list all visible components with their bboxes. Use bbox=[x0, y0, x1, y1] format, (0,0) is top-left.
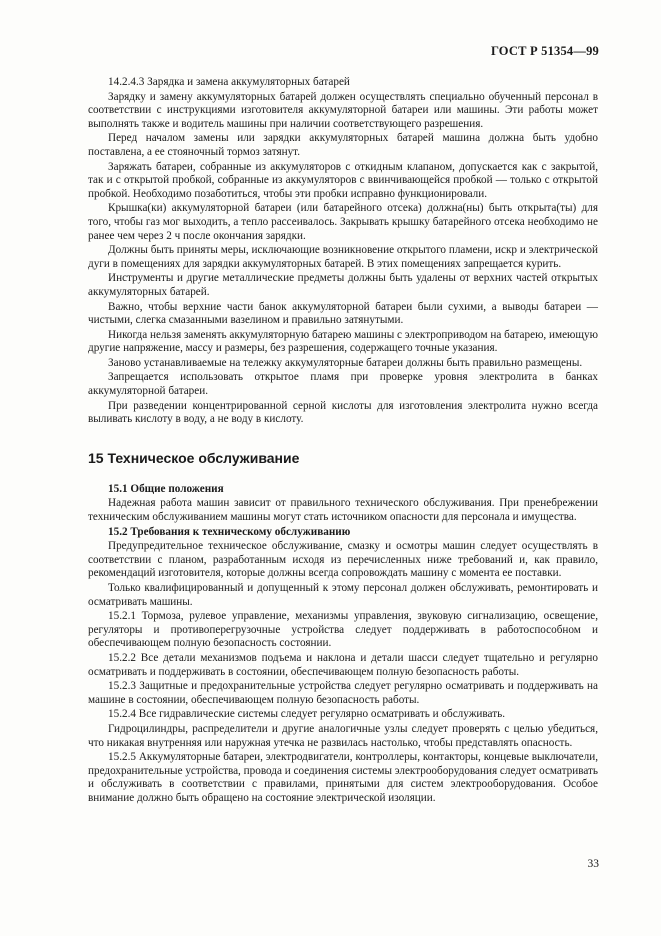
page-number: 33 bbox=[587, 858, 599, 870]
paragraph: Инструменты и другие металлические предметы должны быть удалены от верхних частей открытых аккумуляторных батарей. bbox=[88, 272, 598, 298]
paragraph: При разведении концентрированной серной кислоты для изготовления электролита нужно всегда выливать кислоту в воду, а не воду в кислоту. bbox=[88, 399, 598, 426]
subsection-heading-15-2 bbox=[88, 526, 598, 540]
clause-15-2-5: 15.2.5 Аккумуляторные батареи, электродвигатели, контроллеры, контакторы, концевые выключатели, предохранительные устройства, провода и соединения системы электрооборудования следует осматривать и обслуживать в соответствии с правилами, принятыми для систем электрооборудования. Особое внимание должно быть обращено на состояние электрической изоляции. bbox=[88, 751, 599, 804]
section-title-15: 15 Техническое обслуживание bbox=[88, 449, 300, 466]
clause-15-2-2: 15.2.2 Все детали механизмов подъема и наклона и детали шасси следует тщательно и регулярно осматривать и поддерживать в состоянии, обеспечивающем полную безопасность работы. bbox=[88, 651, 598, 678]
document-body bbox=[88, 76, 598, 807]
clause-15-2-3: 15.2.3 Защитные и предохранительные устройства следует регулярно осматривать и поддерживать на машине в состоянии, обеспечивающем полную безопасность работы. bbox=[88, 680, 598, 706]
paragraph: Гидроцилиндры, распределители и другие аналогичные узлы следует проверять с целью убедиться, что никакая внутренняя или наружная утечка не развилась настолько, чтобы представлять опасность. bbox=[88, 722, 598, 749]
paragraph: Запрещается использовать открытое пламя при проверке уровня электролита в банках аккумуляторной батареи. bbox=[88, 371, 598, 398]
subsection-heading-15-1: 15.1 Общие положения bbox=[108, 482, 224, 495]
paragraph: Только квалифицированный и допущенный к этому персонал должен обслуживать, ремонтировать и осматривать машины. bbox=[88, 582, 598, 608]
paragraph: Заново устанавливаемые на тележку аккумуляторные батареи должны быть правильно размещены. bbox=[108, 356, 583, 369]
subsection-heading-15-2-text: 15.2 Требования к техническому обслуживанию bbox=[108, 525, 351, 538]
paragraph: Зарядку и замену аккумуляторных батарей должен осуществлять специально обученный персонал в соответствии с инструкциями изготовителя аккумуляторной батареи или машины. Эти работы может выполнять также и водитель машины при наличии соответствующего разрешения. bbox=[88, 90, 598, 130]
paragraph: Перед началом замены или зарядки аккумуляторных батарей машина должна быть удобно поставлена, а ее стояночный тормоз затянут. bbox=[88, 132, 598, 158]
paragraph: Заряжать батареи, собранные из аккумуляторов с откидным клапаном, допускается как с закрытой, так и с открытой пробкой, собранные из аккумуляторов с ввинчивающейся пробкой — только с открытой пробкой. Необходимо позаботиться, чтобы эти пробки исправно функционировали. bbox=[88, 160, 598, 200]
subsection-heading-14-2-4-3: 14.2.4.3 Зарядка и замена аккумуляторных батарей bbox=[108, 76, 350, 88]
document-id: ГОСТ Р 51354—99 bbox=[490, 44, 599, 58]
paragraph: Должны быть приняты меры, исключающие возникновение открытого пламени, искр и электрической дуги в помещениях для зарядки аккумуляторных батарей. В этих помещениях запрещается курить. bbox=[88, 244, 598, 270]
paragraph: Крышка(ки) аккумуляторной батареи (или батарейного отсека) должна(ны) быть открыта(ты) для того, чтобы газ мог выходить, а тепло рассеивалось. Закрывать крышку батарейного отсека необходимо не ранее чем через 2 ч после окончания зарядки. bbox=[88, 202, 598, 242]
paragraph: Предупредительное техническое обслуживание, смазку и осмотры машин следует осуществлять в соответствии с планом, разработанным исходя из перечисленных ниже требований и, как правило, рекомендаций изготовителя, которые должны всегда сопровождать машину с момента ее поставки. bbox=[88, 540, 598, 580]
clause-15-2-1: 15.2.1 Тормоза, рулевое управление, механизмы управления, звуковую сигнализацию, освещение, регуляторы и противоперегрузочные устройства следует поддерживать в работоспособном и обеспечивающем полную безопасность состоянии. bbox=[88, 610, 598, 650]
paragraph: Надежная работа машин зависит от правильного технического обслуживания. При пренебрежении техническим обслуживанием машины могут стать источником опасности для персонала и имущества. bbox=[88, 497, 598, 524]
paragraph: Никогда нельзя заменять аккумуляторную батарею машины с электроприводом на батарею, имеющую другие напряжение, массу и размеры, без разрешения, содержащего точные указания. bbox=[88, 328, 598, 355]
paragraph: Важно, чтобы верхние части банок аккумуляторной батареи были сухими, а выводы батареи — чистыми, слегка смазанными вазелином и правильно затянутыми. bbox=[88, 300, 598, 327]
clause-15-2-4: 15.2.4 Все гидравлические системы следует регулярно осматривать и обслуживать. bbox=[108, 708, 506, 721]
